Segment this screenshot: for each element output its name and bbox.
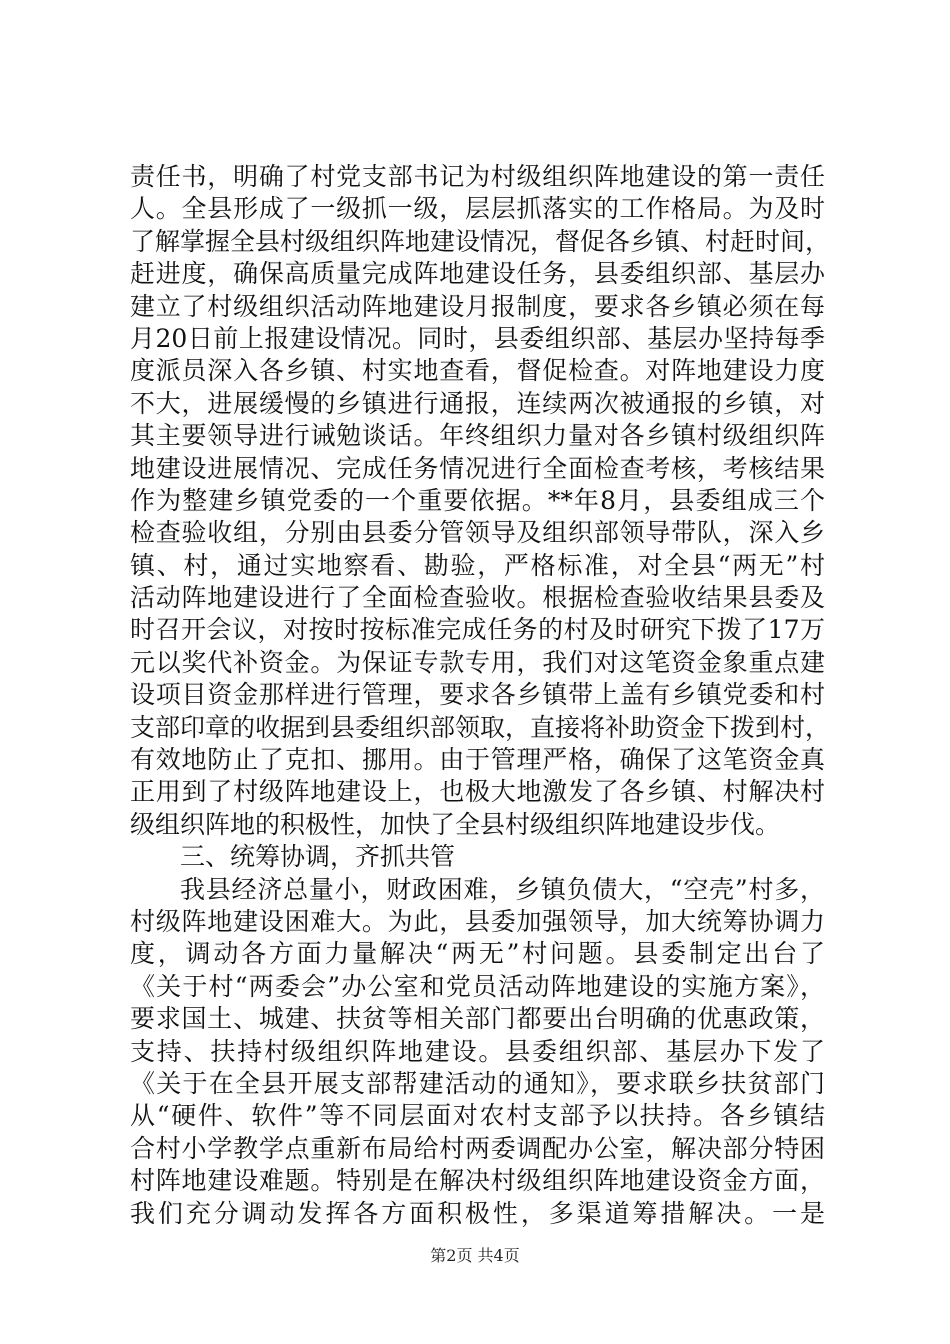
text-line: 村级阵地建设困难大。为此，县委加强领导，加大统筹协调力 [130,906,825,936]
text-line: 《关于村“两委会”办公室和党员活动阵地建设的实施方案》， [130,971,825,1001]
text-line: 合村小学教学点重新布局给村两委调配办公室，解决部分特困 [130,1133,825,1163]
text-line: 支部印章的收据到县委组织部领取，直接将补助资金下拨到村， [130,712,831,742]
text-line: 我县经济总量小，财政困难，乡镇负债大，“空壳”村多， [180,874,825,904]
text-line: 了解掌握全县村级组织阵地建设情况，督促各乡镇、村赶时间， [130,226,831,256]
text-line: 建立了村级组织活动阵地建设月报制度，要求各乡镇必须在每 [130,291,825,321]
text-line: 活动阵地建设进行了全面检查验收。根据检查验收结果县委及 [130,583,825,613]
text-line: 镇、村，通过实地察看、勘验，严格标准，对全县“两无”村 [130,550,825,580]
text-line: 检查验收组，分别由县委分管领导及组织部领导带队，深入乡 [130,518,825,548]
text-line: 度，调动各方面力量解决“两无”村问题。县委制定出台了 [130,939,825,969]
text-line: 地建设进展情况、完成任务情况进行全面检查考核，考核结果 [130,453,825,483]
page-footer: 第2页 共4页 [430,1246,520,1265]
section-heading: 三、统筹协调，齐抓共管 [180,842,456,872]
text-line: 村阵地建设难题。特别是在解决村级组织阵地建设资金方面， [130,1166,825,1196]
text-line: 我们充分调动发挥各方面积极性，多渠道筹措解决。一是 [130,1198,825,1228]
text-line: 《关于在全县开展支部帮建活动的通知》，要求联乡扶贫部门 [130,1068,825,1098]
text-line: 作为整建乡镇党委的一个重要依据。**年8月，县委组成三个 [130,485,825,515]
text-line: 时召开会议，对按时按标准完成任务的村及时研究下拨了17万 [130,615,825,645]
body-text [130,161,831,1230]
text-line: 要求国土、城建、扶贫等相关部门都要出台明确的优惠政策， [130,1004,825,1034]
text-line: 正用到了村级阵地建设上，也极大地激发了各乡镇、村解决村 [130,777,825,807]
text-line: 月20日前上报建设情况。同时，县委组织部、基层办坚持每季 [130,323,825,353]
text-line: 度派员深入各乡镇、村实地查看，督促检查。对阵地建设力度 [130,356,825,386]
text-line: 设项目资金那样进行管理，要求各乡镇带上盖有乡镇党委和村 [130,680,825,710]
text-line: 有效地防止了克扣、挪用。由于管理严格，确保了这笔资金真 [130,745,825,775]
text-line: 人。全县形成了一级抓一级，层层抓落实的工作格局。为及时 [130,194,825,224]
text-line: 赶进度，确保高质量完成阵地建设任务，县委组织部、基层办 [130,259,825,289]
text-line: 元以奖代补资金。为保证专款专用，我们对这笔资金象重点建 [130,647,825,677]
text-line: 支持、扶持村级组织阵地建设。县委组织部、基层办下发了 [130,1036,825,1066]
text-line: 级组织阵地的积极性，加快了全县村级组织阵地建设步伐。 [130,809,781,839]
text-line: 从“硬件、软件”等不同层面对农村支部予以扶持。各乡镇结 [130,1101,825,1131]
text-line: 责任书，明确了村党支部书记为村级组织阵地建设的第一责任 [130,162,825,191]
text-line: 不大，进展缓慢的乡镇进行通报，连续两次被通报的乡镇，对 [130,388,825,418]
text-line: 其主要领导进行诫勉谈话。年终组织力量对各乡镇村级组织阵 [130,421,825,451]
